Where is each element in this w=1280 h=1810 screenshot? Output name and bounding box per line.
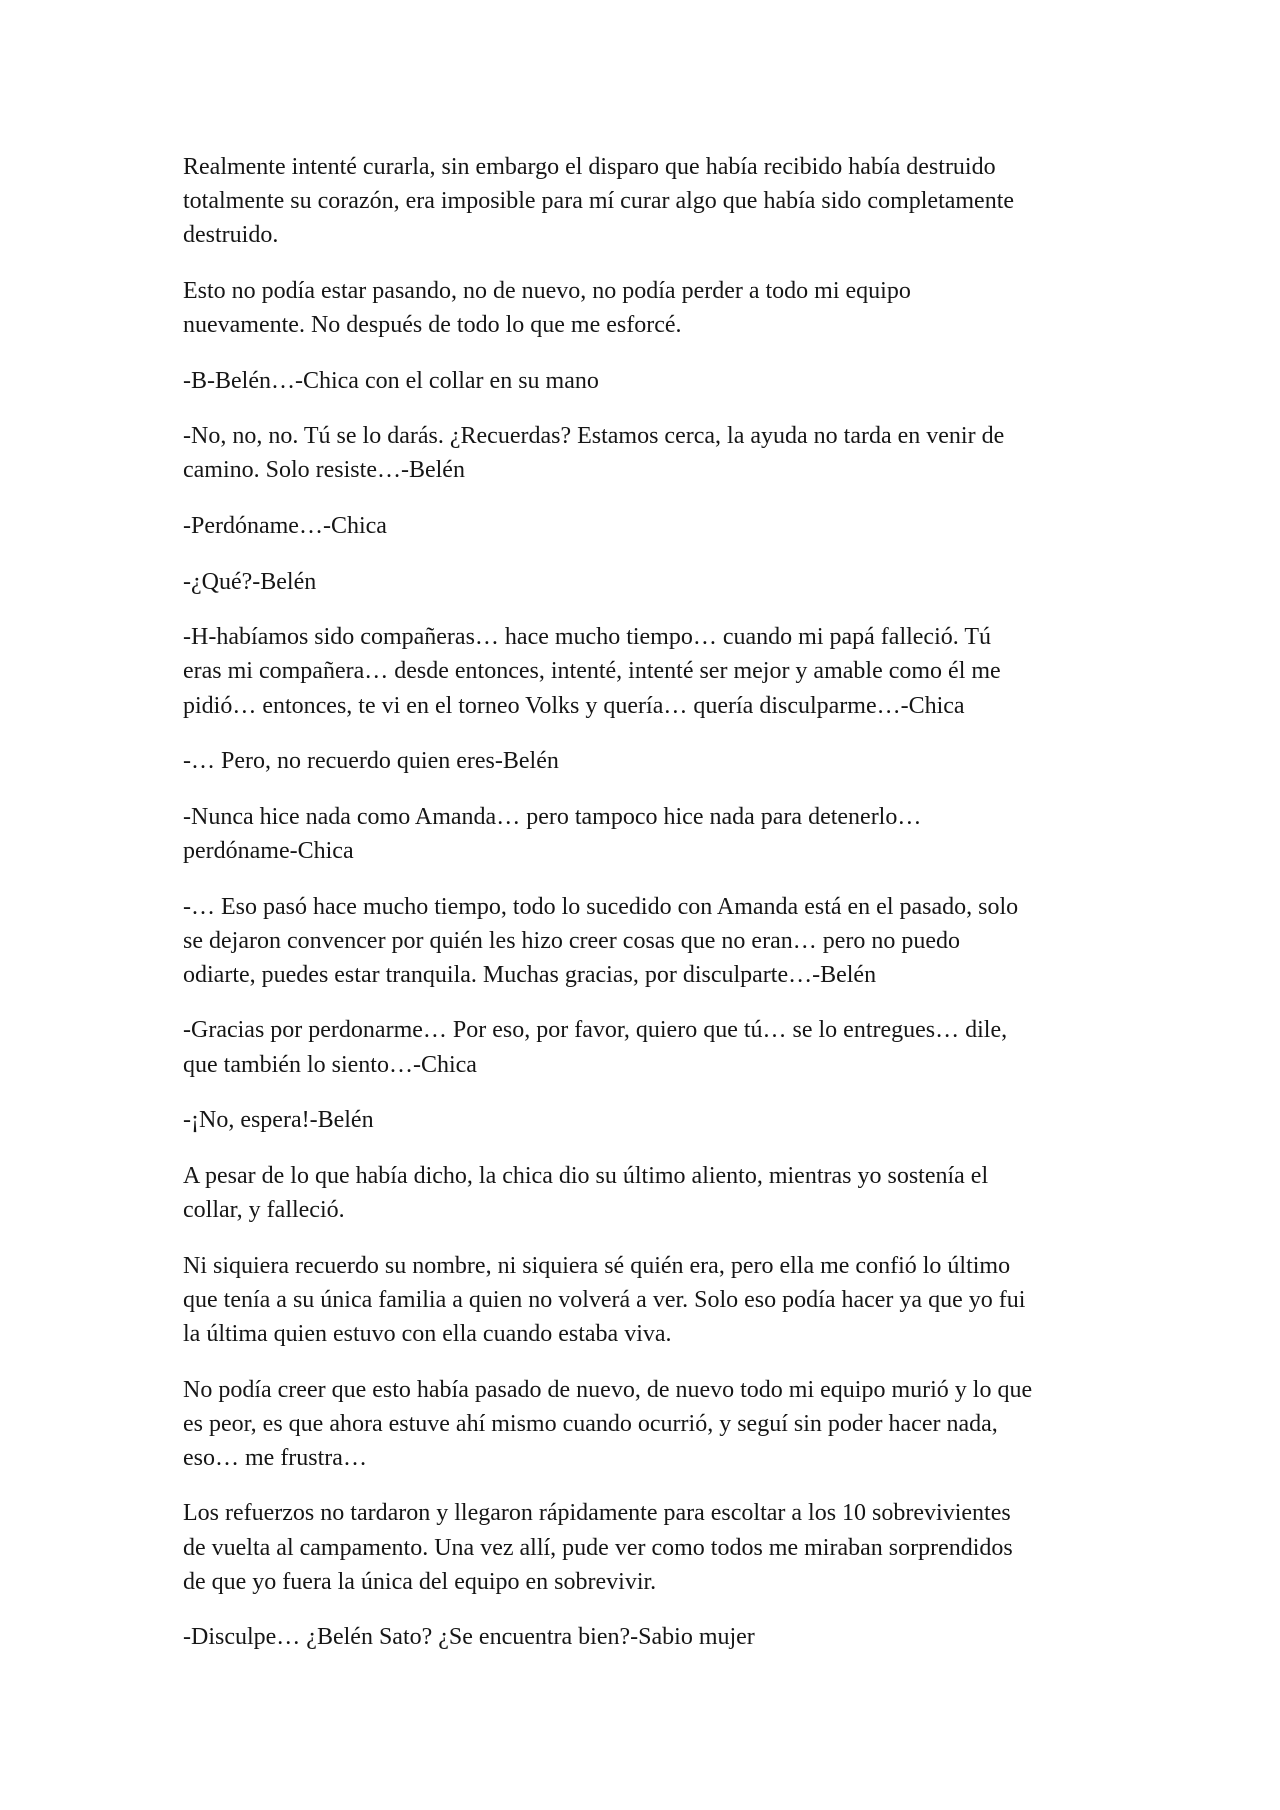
paragraph <box>183 509 1123 543</box>
paragraph <box>183 1620 1123 1654</box>
text-line: se dejaron convencer por quién les hizo creer cosas que no eran… pero no puedo <box>183 927 961 954</box>
text-line: es peor, es que ahora estuve ahí mismo cuando ocurrió, y seguí sin poder hacer nada, <box>183 1410 998 1437</box>
text-line: collar, y falleció. <box>183 1197 345 1223</box>
paragraph <box>183 1013 1123 1081</box>
text-line: Ni siquiera recuerdo su nombre, ni siquiera sé quién era, pero ella me confió lo último <box>183 1252 1011 1279</box>
paragraph <box>183 744 1123 778</box>
paragraph <box>183 274 1123 342</box>
text-line: -Disculpe… ¿Belén Sato? ¿Se encuentra bien?-Sabio mujer <box>183 1624 755 1651</box>
text-line: de que yo fuera la única del equipo en sobrevivir. <box>183 1568 657 1595</box>
paragraph <box>183 150 1123 253</box>
text-line: -¡No, espera!-Belén <box>183 1107 374 1134</box>
text-line: -B-Belén…-Chica con el collar en su mano <box>183 367 599 394</box>
text-line: odiarte, puedes estar tranquila. Muchas gracias, por disculparte…-Belén <box>183 961 877 988</box>
paragraph <box>183 620 1123 723</box>
text-line: A pesar de lo que había dicho, la chica dio su último aliento, mientras yo sostenía el <box>183 1162 989 1189</box>
text-line: la última quien estuvo con ella cuando estaba viva. <box>183 1320 672 1347</box>
paragraph <box>183 1159 1123 1227</box>
text-line: -No, no, no. Tú se lo darás. ¿Recuerdas? Estamos cerca, la ayuda no tarda en venir de <box>183 423 1005 450</box>
text-line: -… Eso pasó hace mucho tiempo, todo lo sucedido con Amanda está en el pasado, solo <box>183 893 1019 920</box>
paragraph <box>183 1103 1123 1137</box>
text-line: totalmente su corazón, era imposible para mí curar algo que había sido completamente <box>183 188 1015 215</box>
document-body <box>183 150 1123 1676</box>
paragraph <box>183 364 1123 398</box>
paragraph <box>183 800 1123 868</box>
text-line: No podía creer que esto había pasado de nuevo, de nuevo todo mi equipo murió y lo que <box>183 1376 1033 1403</box>
text-line: Realmente intenté curarla, sin embargo el disparo que había recibido había destruido <box>183 154 996 180</box>
paragraph <box>183 565 1123 599</box>
text-line: Esto no podía estar pasando, no de nuevo, no podía perder a todo mi equipo <box>183 277 911 304</box>
text-line: que tenía a su única familia a quien no volverá a ver. Solo eso podía hacer ya que yo fui <box>183 1286 1026 1313</box>
text-line: de vuelta al campamento. Una vez allí, pude ver como todos me miraban sorprendidos <box>183 1534 1013 1561</box>
text-line: -Gracias por perdonarme… Por eso, por favor, quiero que tú… se lo entregues… dile, <box>183 1017 1008 1044</box>
text-line: que también lo siento…-Chica <box>183 1051 477 1078</box>
text-line: -Nunca hice nada como Amanda… pero tampoco hice nada para detenerlo… <box>183 803 922 830</box>
paragraph <box>183 890 1123 993</box>
paragraph <box>183 419 1123 487</box>
text-line: camino. Solo resiste…-Belén <box>183 457 465 484</box>
paragraph <box>183 1373 1123 1476</box>
text-line: eras mi compañera… desde entonces, intenté, intenté ser mejor y amable como él me <box>183 658 1001 685</box>
paragraph <box>183 1496 1123 1599</box>
text-line: destruido. <box>183 222 279 249</box>
text-line: Los refuerzos no tardaron y llegaron rápidamente para escoltar a los 10 sobrevivientes <box>183 1500 1011 1527</box>
text-line: perdóname-Chica <box>183 837 354 864</box>
text-line: nuevamente. No después de todo lo que me esforcé. <box>183 312 682 339</box>
text-line: -¿Qué?-Belén <box>183 568 317 595</box>
text-line: -… Pero, no recuerdo quien eres-Belén <box>183 748 559 775</box>
text-line: eso… me frustra… <box>183 1444 367 1471</box>
text-line: pidió… entonces, te vi en el torneo Volks y quería… quería disculparme…-Chica <box>183 692 965 719</box>
text-line: -H-habíamos sido compañeras… hace mucho tiempo… cuando mi papá falleció. Tú <box>183 624 991 651</box>
paragraph <box>183 1249 1123 1352</box>
text-line: -Perdóname…-Chica <box>183 513 387 540</box>
